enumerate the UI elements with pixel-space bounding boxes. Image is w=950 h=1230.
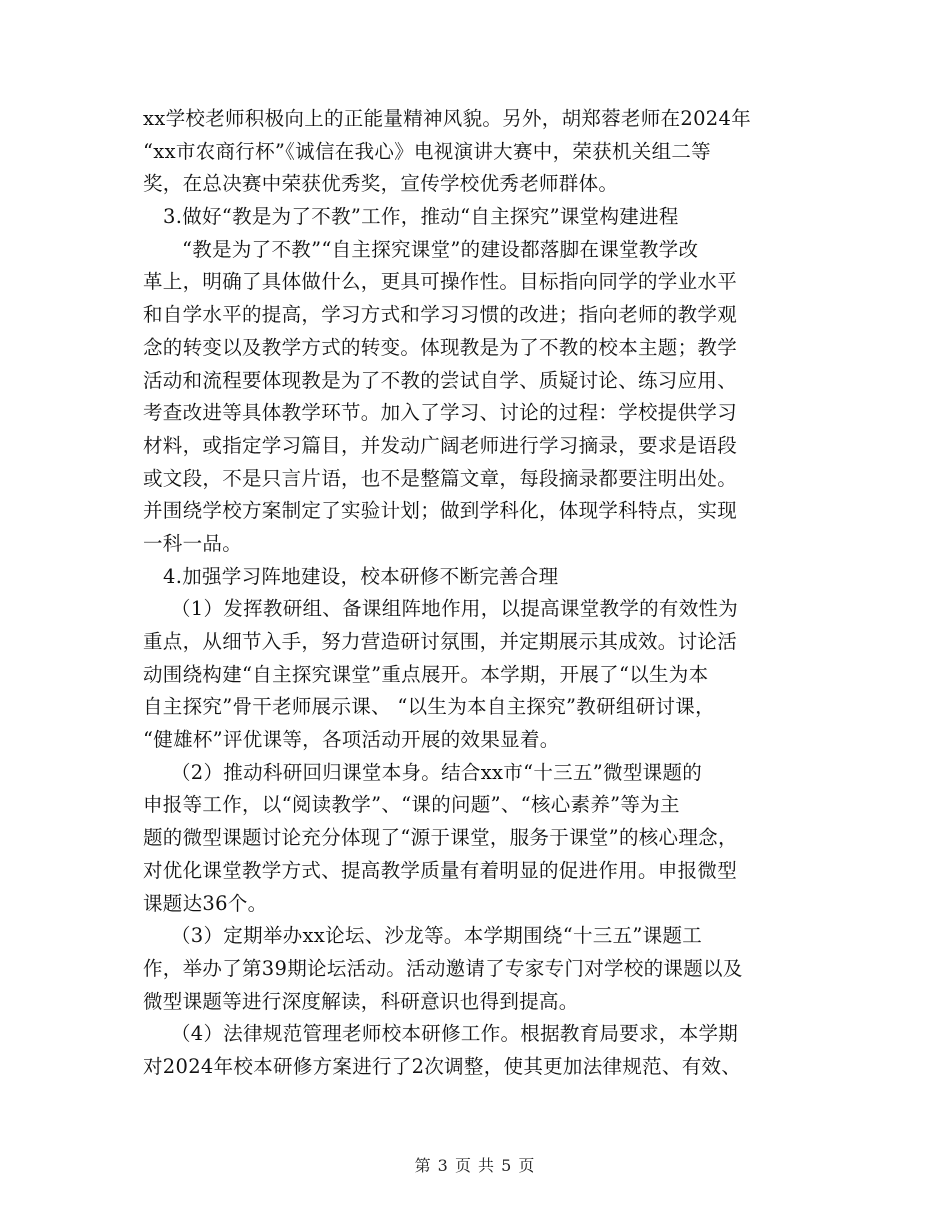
text-line: 课题达36个。 — [143, 891, 268, 915]
text-line: 动围绕构建“自主探究课堂”重点展开。本学期，开展了“以生为本 — [143, 662, 709, 686]
text-line: 念的转变以及教学方式的转变。体现教是为了不教的校本主题；教学 — [143, 335, 738, 359]
section-heading: 3.做好“教是为了不教”工作，推动“自主探究”课堂构建进程 — [163, 205, 679, 229]
text-line: （1）发挥教研组、备课组阵地作用，以提高课堂教学的有效性为 — [171, 597, 739, 621]
text-line: 一科一品。 — [143, 531, 243, 555]
text-line: 自主探究”骨干老师展示课、 “以生为本自主探究”教研组研讨课， — [143, 695, 715, 719]
text-line: xx学校老师积极向上的正能量精神风貌。另外，胡郑蓉老师在2024年 — [143, 107, 752, 130]
text-line: 对2024年校本研修方案进行了2次调整，使其更加法律规范、有效、 — [143, 1054, 742, 1078]
text-line: 对优化课堂教学方式、提高教学质量有着明显的促进作用。申报微型 — [143, 858, 738, 882]
text-line: 奖，在总决赛中荣获优秀奖，宣传学校优秀老师群体。 — [143, 172, 619, 196]
page-number: 第 3 页 共 5 页 — [414, 1156, 536, 1175]
text-line: 申报等工作，以“阅读教学”、“课的问题”、“核心素养”等为主 — [143, 793, 680, 817]
text-line: “xx市农商行杯”《诚信在我心》电视演讲大赛中，荣获机关组二等 — [143, 139, 711, 163]
text-line: 和自学水平的提高，学习方式和学习习惯的改进；指向老师的教学观 — [143, 303, 738, 327]
text-line: 革上，明确了具体做什么，更具可操作性。目标指向同学的学业水平 — [143, 270, 738, 294]
text-line: 重点，从细节入手，努力营造研讨氛围，并定期展示其成效。讨论活 — [143, 630, 738, 653]
text-line: “教是为了不教”“自主探究课堂”的建设都落脚在课堂教学改 — [182, 237, 699, 261]
text-line: （4）法律规范管理老师校本研修工作。根据教育局要求，本学期 — [171, 1022, 739, 1046]
text-line: 材料，或指定学习篇目，并发动广阔老师进行学习摘录，要求是语段 — [143, 433, 738, 457]
text-line: “健雄杯”评优课等，各项活动开展的效果显着。 — [143, 728, 560, 752]
text-line: 考查改进等具体教学环节。加入了学习、讨论的过程：学校提供学习 — [143, 401, 738, 425]
text-line: （2）推动科研回归课堂本身。结合xx市“十三五”微型课题的 — [171, 760, 703, 784]
text-line: 微型课题等进行深度解读，科研意识也得到提高。 — [143, 989, 579, 1013]
text-line: 并围绕学校方案制定了实验计划；做到学科化，体现学科特点，实现 — [143, 499, 738, 523]
text-line: 活动和流程要体现教是为了不教的尝试自学、质疑讨论、练习应用、 — [143, 368, 738, 392]
section-heading: 4.加强学习阵地建设，校本研修不断完善合理 — [163, 564, 559, 588]
text-line: 或文段，不是只言片语，也不是整篇文章，每段摘录都要注明出处。 — [143, 466, 738, 490]
text-line: 题的微型课题讨论充分体现了“源于课堂，服务于课堂”的核心理念， — [143, 826, 738, 850]
text-line: 作，举办了第39期论坛活动。活动邀请了专家专门对学校的课题以及 — [143, 956, 743, 980]
body-text — [143, 103, 811, 1084]
text-line: （3）定期举办xx论坛、沙龙等。本学期围绕“十三五”课题工 — [171, 924, 703, 948]
